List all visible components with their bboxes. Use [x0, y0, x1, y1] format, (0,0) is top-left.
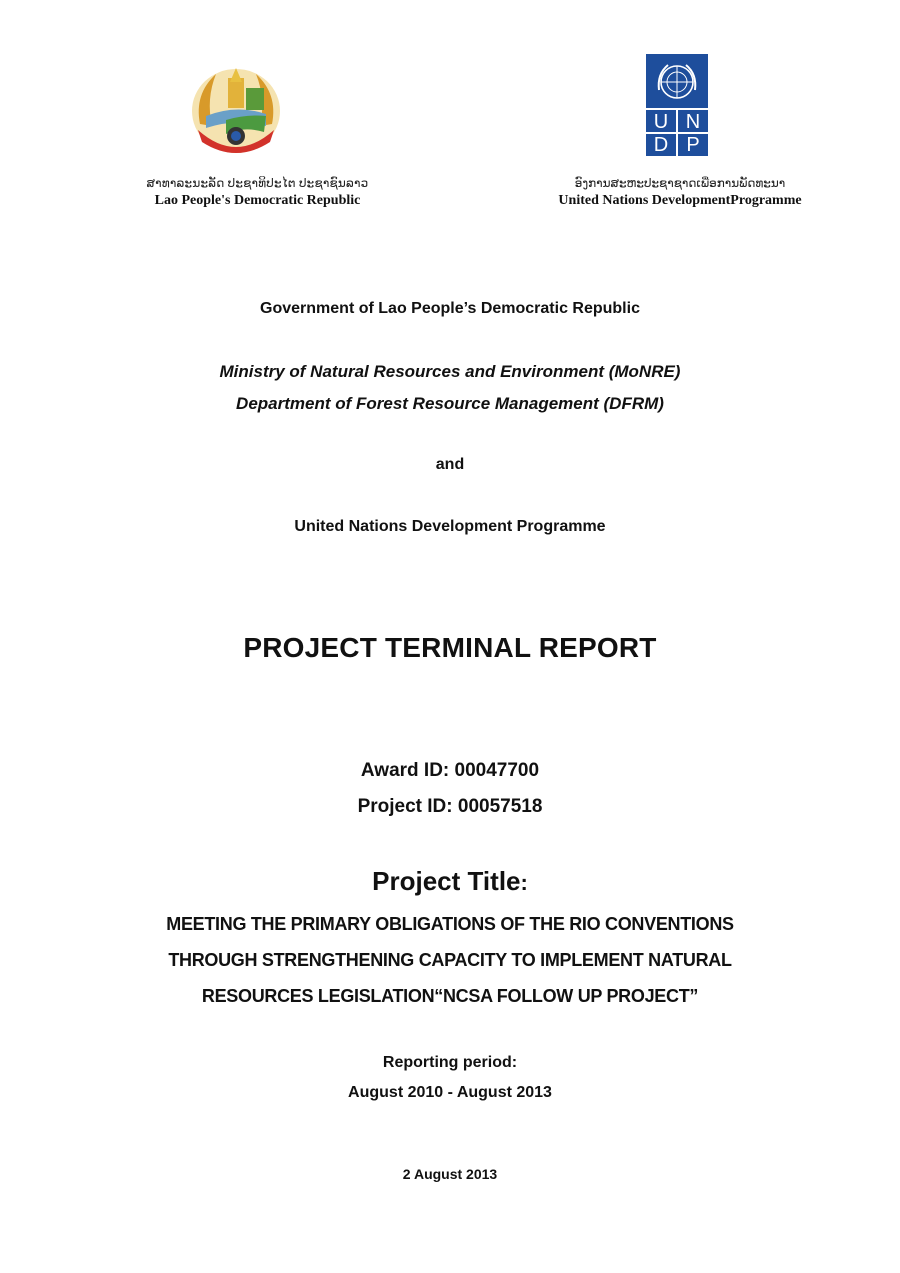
lao-republic-script: ສາທາລະນະລັດ ປະຊາທິປະໄຕ ປະຊາຊົນລາວ: [146, 176, 369, 190]
undp-script: ອົງການສະຫະປະຊາຊາດເພື່ອການພັດທະນາ: [574, 176, 786, 190]
undp-letter-d: D: [653, 134, 669, 156]
undp-logo-icon: [646, 54, 708, 156]
lao-republic-name: Lao People's Democratic Republic: [154, 193, 361, 208]
department-name: Department of Forest Resource Management (DFRM): [236, 394, 664, 413]
lao-emblem-icon: [186, 64, 286, 158]
award-id: Award ID: 00047700: [360, 760, 540, 781]
project-title-colon: :: [520, 870, 528, 895]
undp-name: United Nations DevelopmentProgramme: [558, 193, 802, 208]
project-id: Project ID: 00057518: [357, 796, 543, 817]
project-title-line-2: THROUGH STRENGTHENING CAPACITY TO IMPLEMENT NATURAL: [168, 950, 732, 970]
undp-caption: [520, 176, 840, 209]
project-title-heading: [0, 866, 900, 897]
ministry-name: Ministry of Natural Resources and Environment (MoNRE): [219, 362, 681, 381]
reporting-period-range: August 2010 - August 2013: [348, 1084, 552, 1101]
report-date: 2 August 2013: [402, 1166, 498, 1182]
undp-letter-n: N: [685, 111, 701, 133]
government-name: Government of Lao People’s Democratic Republic: [260, 300, 640, 317]
lao-republic-caption: [120, 176, 395, 209]
undp-letter-p: P: [686, 134, 700, 156]
project-title-line-3: RESOURCES LEGISLATION“NCSA FOLLOW UP PROJECT”: [201, 986, 699, 1006]
project-title-line-1: MEETING THE PRIMARY OBLIGATIONS OF THE RIO CONVENTIONS: [166, 914, 734, 934]
project-title-label: Project Title: [372, 866, 521, 896]
un-globe-icon: [654, 60, 700, 104]
report-title: PROJECT TERMINAL REPORT: [243, 632, 657, 663]
undp-full-name: United Nations Development Programme: [294, 518, 606, 535]
conjunction-and: and: [435, 456, 465, 473]
reporting-period-label: Reporting period:: [382, 1054, 518, 1071]
undp-letter-u: U: [653, 111, 669, 133]
